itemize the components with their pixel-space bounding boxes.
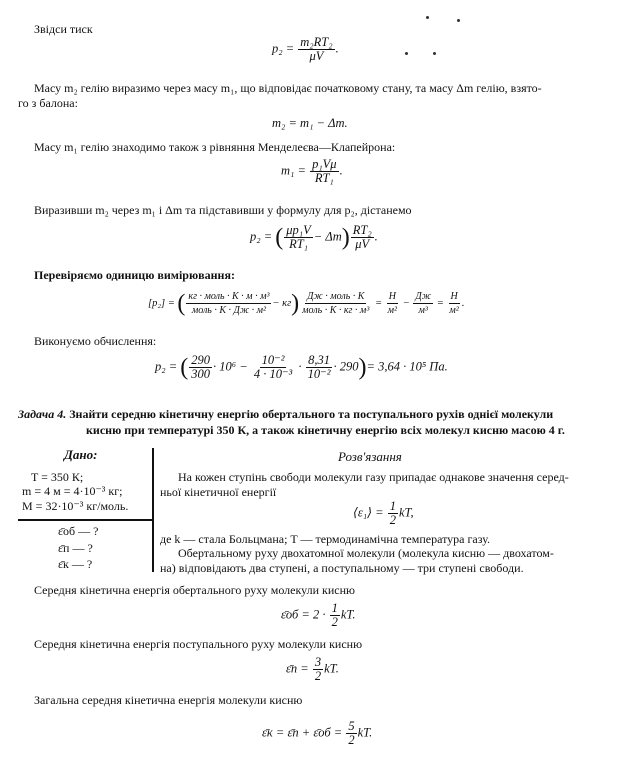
paren-open: ( [275,224,284,251]
fraction [310,158,339,185]
numerator: RT₂ [352,223,372,237]
fraction [346,720,356,747]
stray-dot [457,19,460,22]
paren-open: ( [177,290,186,317]
fraction [386,290,399,317]
numerator: Н [388,291,396,302]
formula-lhs: p₂ = [272,41,295,56]
given-item: m = 4 м = 4·10⁻³ кг; [22,484,123,498]
formula-eps-k [262,720,372,747]
formula-mid: − Δm [313,229,342,244]
denominator: RT₁ [289,237,308,251]
task-text: Знайти середню кінетичну енергію обертального та поступального рухів однієї молекули [69,407,554,421]
given-item: M = 32·10⁻³ кг/моль. [22,499,129,513]
given-divider-h [18,519,153,521]
formula-p2-2: p₂ = ( $\frac{\text{μp₁V}}{\text{RT₁}}$ − Δm) $\frac{\text{RT₂}}{\mu V}$ . [250,223,378,251]
text-line: Перевіряємо одиницю вимірювання: [34,268,235,282]
denominator: 300 [191,367,211,381]
task-text: кисню при температурі 350 К, а також кінетичну енергію всіх молекул кисню масою 4 г. [86,423,565,437]
fraction [298,36,334,63]
stray-dot [426,16,429,19]
fraction [300,290,371,317]
given-item: T = 350 К; [31,470,84,484]
solution-text: На кожен ступінь свободи молекули газу припадає однакове значення серед- [178,470,569,484]
fraction [447,290,460,317]
formula-units: [p₂] = ( $\frac{\text{кг · моль · К · м · м³}}{\text{моль · К · Дж · м²}}$ − кг) $\frac{\text{Дж · моль · К}}{\text{моль · К · кг · м³}}$ = $\frac{Н}{\text{м²}}$ − $\frac{Дж}{\text{м³}}$ = $\frac{Н}{\text{м²}}$ . [148,290,465,317]
numerator: 3 [314,655,322,669]
paren-close: ) [358,354,367,381]
denominator: 2 [314,669,322,683]
denominator: RT₁ [314,171,334,185]
solution-text: ньої кінетичної енергії [160,485,277,499]
task-line [18,407,553,421]
formula-tail: kT. [324,661,339,676]
fraction [388,500,398,527]
denominator: м³ [418,305,428,316]
text-line: Загальна середня кінетична енергія молекули кисню [34,693,303,707]
formula-lhs: p₂ = [250,229,273,244]
stray-dot [433,52,436,55]
text-line: Масу m₂ гелію виразимо через масу m₁, що відповідає початковому стану, та масу Δm гелію, взято- [34,81,542,95]
paren-close: ) [341,224,350,251]
numerator: μp₁V [286,223,311,237]
formula-p2-1: p₂ = $\frac{\text{m₂RT₂}}{\mu V}$ . [272,35,339,63]
numerator: Дж [415,291,432,302]
formula-mid: − кг [272,297,292,309]
text-line: Виразивши m₂ через m₁ і Δm та підставивши у формулу для p₂, дістанемо [34,203,412,217]
denominator: м² [449,305,459,316]
denominator: 10⁻² [307,367,331,381]
find-item: ε̄к — ? [58,557,93,571]
text-line: Середня кінетична енергія поступального руху молекули кисню [34,637,363,651]
text-line: Виконуємо обчислення: [34,334,157,348]
text-line: Середня кінетична енергія обертального руху молекули кисню [34,583,355,597]
text-line: Звідси тиск [34,22,93,36]
fraction [306,354,333,381]
formula-lhs: ε̄к = ε̄п + ε̄об = [262,725,343,740]
find-item: ε̄п — ? [58,541,93,555]
fraction [330,602,340,629]
task-label: Задача 4. [18,407,67,421]
denominator: 2 [389,513,396,527]
paren-open: ( [180,354,189,381]
text-line: Масу m₁ гелію знаходимо також з рівняння Менделеєва—Клапейрона: [34,140,396,154]
formula-m2: m₂ = m₁ − Δm. [272,116,348,130]
formula-lhs: ε̄п = [286,661,309,676]
denominator: μV [309,49,324,63]
formula-m1: m₁ = $\frac{\text{p₁Vμ}}{\text{RT₁}}$ . [281,157,343,185]
text-line: го з балона: [18,96,78,110]
denominator: 4 · 10⁻³ [253,367,293,381]
formula-lhs: m₁ = [281,163,306,178]
numerator: 290 [191,353,211,367]
fraction [313,656,323,683]
denominator: μV [355,237,370,251]
given-divider [152,448,154,572]
formula-lhs: p₂ = [155,359,178,374]
formula-lhs: ε̄об = 2 · [281,607,326,622]
formula-tail: kT. [357,725,373,740]
given-heading: Дано: [64,447,98,462]
fraction [351,224,374,251]
numerator: кг · моль · К · м · м³ [188,291,270,302]
formula-tail: kT. [340,607,356,622]
denominator: 2 [348,733,355,747]
solution-text: на) відповідають два ступені, а поступальному — три ступені свободи. [160,561,524,575]
denominator: моль · К · Дж · м² [191,305,267,316]
formula-mid: · 10⁶ − [213,359,248,374]
denominator: м² [387,305,398,316]
numerator: 8,31 [308,353,331,367]
find-item: ε̄об — ? [58,524,99,538]
numerator: 1 [331,601,338,615]
numerator: 5 [348,719,355,733]
formula-tail: kT, [398,505,414,520]
fraction [413,290,433,317]
fraction [284,224,313,251]
denominator: 2 [331,615,338,629]
formula-tail: · 290 [333,359,359,374]
formula-lhs: ⟨ε₁⟩ = [353,505,384,520]
solution-heading: Розв'язання [338,449,402,464]
numerator: p₁Vμ [312,157,337,171]
formula-calc: p₂ = ( $\frac{290}{300}$ · 10⁶ − $\frac{\text{10⁻²}}{\text{4 · 10⁻³}}$ · $\frac{8,31}{\text{10⁻²}}$ · 290)= 3,64 · 10⁵ Па. [155,353,448,381]
formula-result: = 3,64 · 10⁵ Па. [366,359,448,374]
formula-eps-ob [281,602,356,629]
fraction [186,290,271,317]
numerator: Н [450,291,458,302]
numerator: Дж · моль · К [307,291,365,302]
solution-text: де k — стала Больцмана; T — термодинамічна температура газу. [160,532,491,546]
numerator: 1 [389,499,396,513]
solution-text: Обертальному руху двохатомної молекули (молекула кисню — двохатом- [178,546,554,560]
denominator: моль · К · кг · м³ [302,305,370,316]
numerator: m₂RT₂ [300,35,333,49]
numerator: 10⁻² [261,353,285,367]
paren-close: ) [291,290,300,317]
fraction [189,354,212,381]
formula-lhs: [p₂] = [148,297,175,309]
formula-eps1 [353,500,414,527]
stray-dot [405,52,408,55]
formula-eps-p [286,656,339,683]
fraction [252,354,294,381]
